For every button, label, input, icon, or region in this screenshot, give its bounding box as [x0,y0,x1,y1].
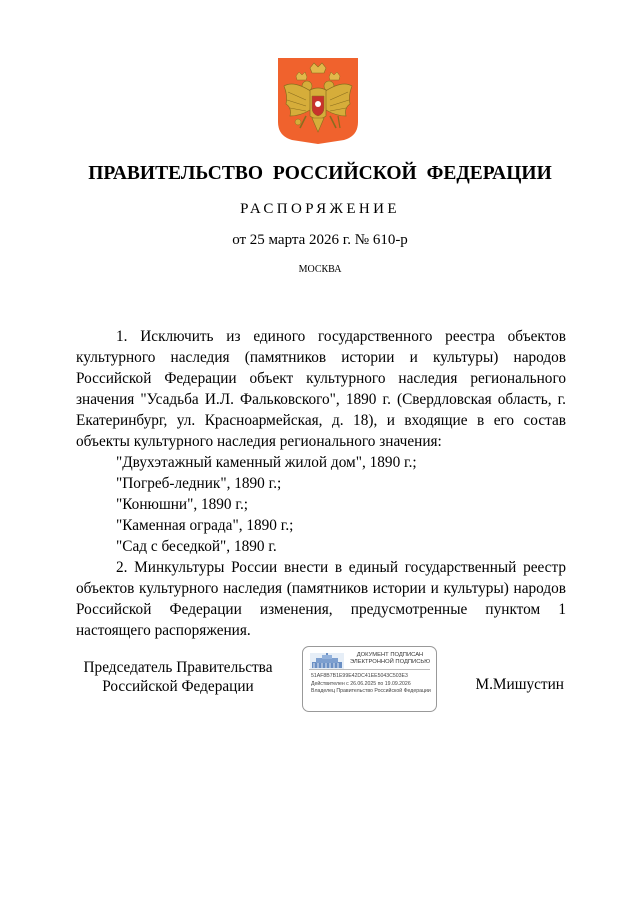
paragraph-1: 1. Исключить из единого государственного реестра объектов культурного наследия (памятников истории и культуры) народов Российской Федерации объект культурного наследия регионального значения "Усадьба И.Л. Фальковского", 1890 г. (Свердловская область, г. Екатеринбург, ул. Красноармейская, д. 18), и входящие в его состав объекты культурного наследия регионального значения: [76,328,566,450]
document-body [76,326,566,641]
document-city: МОСКВА [298,264,342,275]
stamp-owner: Владелец Правительство Российской Федерации [311,688,431,694]
list-item: "Каменная ограда", 1890 г.; [116,517,294,534]
list-item: "Сад с беседкой", 1890 г. [116,538,277,555]
list-item: "Двухэтажный каменный жилой дом", 1890 г.; [116,454,417,471]
document-date-number: от 25 марта 2026 г. № 610-р [232,232,408,248]
stamp-certificate: 51AF8B7B1E99E42DC41EE5043C503E3 [311,673,408,679]
signatory-position-line2: Российской Федерации [102,678,254,695]
e-signature-stamp [302,646,437,712]
stamp-divider [309,669,430,670]
document-type: РАСПОРЯЖЕНИЕ [240,201,400,217]
stamp-title [345,652,435,666]
signatory-name: М.Мишустин [475,676,564,693]
list-item: "Погреб-ледник", 1890 г.; [116,475,282,492]
stamp-title-line2: ЭЛЕКТРОННОЙ ПОДПИСЬЮ [349,659,431,665]
paragraph-2: 2. Минкультуры России внести в единый государственный реестр объектов культурного наследия (памятников истории и культуры) народов Российской Федерации изменения, предусмотренные пунктом 1 настоящего распоряжения. [76,559,566,639]
coat-of-arms-icon [276,56,360,144]
signatory-position-line1: Председатель Правительства [83,659,273,676]
organization-title: ПРАВИТЕЛЬСТВО РОССИЙСКОЙ ФЕДЕРАЦИИ [88,163,552,184]
stamp-validity: Действителен с 26.06.2025 по 19.09.2026 [311,681,411,687]
stamp-title-line1: ДОКУМЕНТ ПОДПИСАН [356,652,424,658]
signatory-position [78,658,278,696]
list-item: "Конюшни", 1890 г.; [116,496,249,513]
government-building-icon [310,653,344,669]
